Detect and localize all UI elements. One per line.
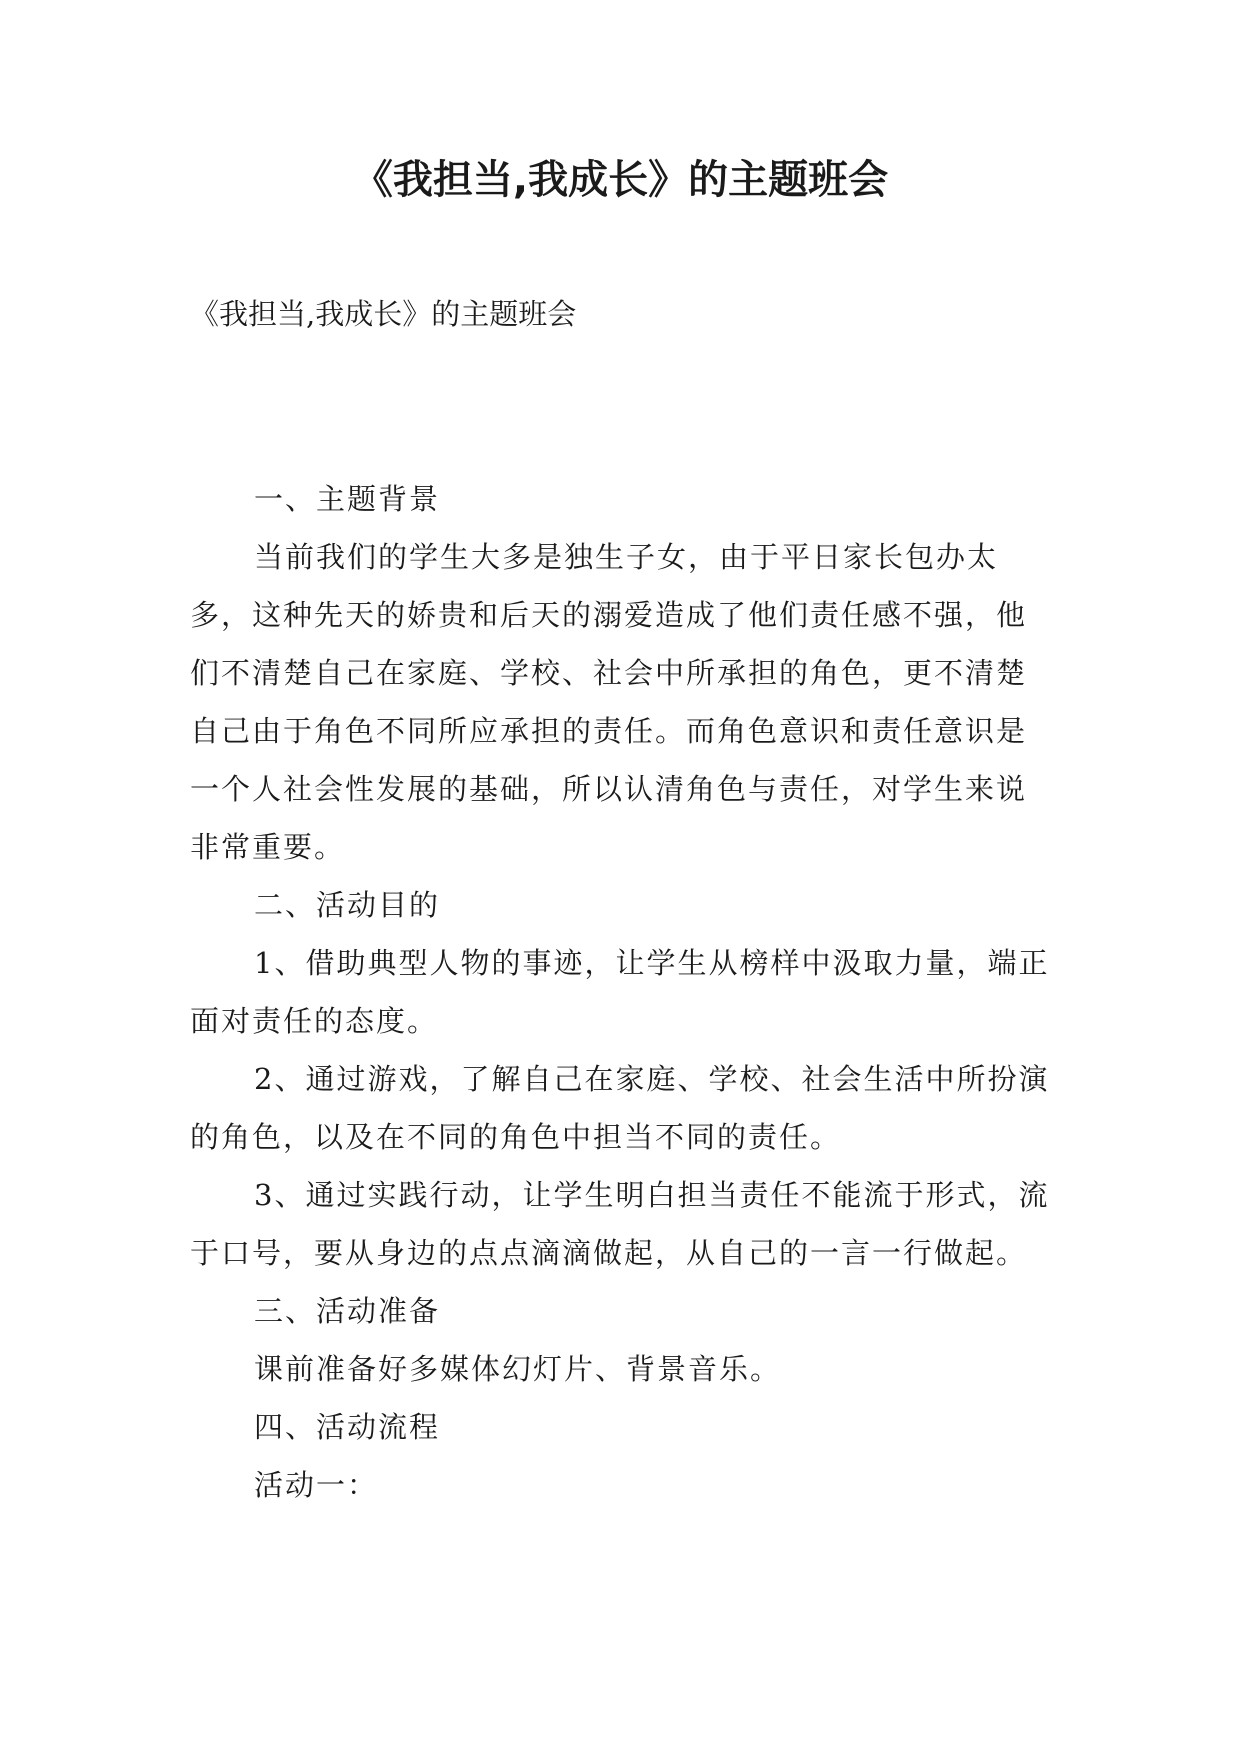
section-heading-process: 四、活动流程 xyxy=(254,1410,441,1444)
paragraph-preparation: 课前准备好多媒体幻灯片、背景音乐。 xyxy=(254,1352,782,1386)
section-heading-preparation: 三、活动准备 xyxy=(254,1294,441,1328)
section-heading-goals: 二、活动目的 xyxy=(254,888,441,922)
document-subtitle: 《我担当,我成长》的主题班会 xyxy=(190,297,577,331)
paragraph-goal-2: 2、通过游戏，了解自己在家庭、学校、社会生活中所扮演的角色，以及在不同的角色中担当不同的责任。 xyxy=(190,1062,1050,1154)
paragraph-background: 当前我们的学生大多是独生子女，由于平日家长包办太多，这种先天的娇贵和后天的溺爱造成了他们责任感不强，他们不清楚自己在家庭、学校、社会中所承担的角色，更不清楚自己由于角色不同所应承担的责任。而角色意识和责任意识是一个人社会性发展的基础，所以认清角色与责任，对学生来说非常重要。 xyxy=(190,540,1028,864)
document-body xyxy=(190,470,1050,1514)
paragraph-goal-3: 3、通过实践行动，让学生明白担当责任不能流于形式，流于口号，要从身边的点点滴滴做起，从自己的一言一行做起。 xyxy=(190,1178,1050,1270)
paragraph-goal-1: 1、借助典型人物的事迹，让学生从榜样中汲取力量，端正面对责任的态度。 xyxy=(190,946,1050,1038)
paragraph-activity-1: 活动一： xyxy=(254,1468,379,1502)
document-title: 《我担当,我成长》的主题班会 xyxy=(352,157,889,203)
section-heading-background: 一、主题背景 xyxy=(254,482,441,516)
